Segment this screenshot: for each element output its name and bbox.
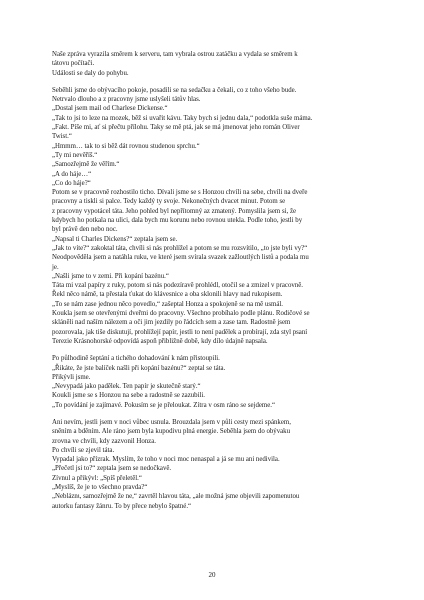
text-line: z pracovny vypotácel táta. Jeho pohled byl nepřítomný az zmatený. Pomyslila jsem si, že (52, 207, 297, 215)
text-line: „Našli jsme to v zemi. Při kopání bazénu.“ (52, 272, 169, 280)
text-line: kdybych ho potkala na ulici, dala bych mu korunu nebo rovnou utekla. Podle toho, jestli by (52, 217, 303, 225)
text-line: byl právě den nebo noc. (52, 226, 118, 234)
text-line: Koukli jsme se s Honzou na sebe a radostně se zazubili. (52, 392, 205, 400)
text-line: Neodpověděla jsem a natáhla ruku, ve které jsem svírala svazek zažloutlých listů a podala mu (52, 254, 309, 262)
text-line: Po půlhodině šeptání a tichého dohadování k nám přistoupili. (52, 355, 220, 363)
text-line: Řekl něco námě, ta přestala ťukat do klávesnice a oba sklonili hlavy nad rukopisem. (52, 291, 283, 299)
text-line: Ani nevím, jestli jsem v noci vůbec usnula. Brouzdala jsem v půli cesty mezi spánkem, (52, 418, 291, 426)
text-line: „Řikáte, že jste balíček našli při kopání bazénu?“ zeptal se táta. (52, 364, 226, 372)
paragraph (52, 50, 370, 78)
text-line: „To povídání je zajímavé. Pokusím se je přeloukat. Zítra v osm ráno se sejdeme.“ (52, 401, 276, 409)
text-line: Naše zpráva vyrazila směrem k serveru, tam vybrala ostrou zatáčku a vydala se směrem k (52, 51, 298, 58)
text-line: Twist.“ (52, 133, 72, 141)
text-line: „Ty mi nevěříš.“ (52, 151, 98, 159)
paragraph (52, 418, 370, 511)
text-line: sněním a bděním. Ale ráno jsem byla kupodivu plná energie. Seběhla jsem do obývaku (52, 428, 291, 436)
text-line: Netrvalo dlouho a z pracovny jsme uslyšeli tátův hlas. (52, 96, 201, 104)
text-line: „A do háje…“ (52, 170, 92, 178)
text-line: Přikývli jsme. (52, 373, 91, 381)
text-line: „Myslíš, že je to všechno pravda?“ (52, 484, 148, 492)
paragraph-gap (52, 410, 370, 418)
text-line: Po chvíli se zjevil táta. (52, 446, 115, 454)
text-line: Zívnul a přikývl: „Spíš přeletěl.“ (52, 474, 142, 482)
text-line: Vypadal jako přízrak. Myslím, že toho v noci moc nenaspal a já se mu ani nedivila. (52, 456, 280, 464)
text-line: Události se daly do pohybu. (52, 69, 129, 77)
paragraph (52, 86, 370, 346)
text-line: „Samozřejmě že věřím.“ (52, 161, 120, 169)
text-line: skláněli nad naším nálezem a oči jim jezdily po řádcích sem a zase tam. Radostně jsem (52, 319, 291, 327)
text-line: pracovny a tiskli si palce. Tedy každý ty svoje. Nekonečných dvacet minut. Potom se (52, 198, 286, 206)
text-line: „Tak to jsi to leze na mozek, běž si uvařit kávu. Taky bych si jednu dala,“ podotkla suše máma. (52, 114, 313, 122)
text-line: „Jak to víte?“ zakoktal táta, chvíli si nás prohlížel a potom se mu rozsvítilo, „to jste byli vy?“ (52, 244, 308, 252)
text-line: Terezie Krásnohorské odpovídá aspoň přibližně době, kdy dílo údajně napsala. (52, 337, 268, 345)
text-line: „Fakt. Píše mi, ať si přečtu přílohu. Taky se mě ptá, jak se má jmenovat jeho román Oliver (52, 124, 300, 132)
text-line: „Nebláznι, samozřejmě že ne,“ zavrtěl hlavou táta, „ale možná jsme objevili zapomenutou (52, 493, 300, 501)
text-line: Koukla jsem se otevřenými dveřmi do pracovny. Všechno probíhalo podle plánu. Rodičové se (52, 310, 310, 318)
text-line: „Co do háje?“ (52, 179, 91, 187)
text-line: Seběhli jsme do obývacího pokoje, posadili se na sedačku a čekali, co z toho všeho bude. (52, 86, 297, 94)
paragraph-gap (52, 346, 370, 354)
page-number: 20 (208, 571, 216, 579)
text-line: „Přečetl jsi to?“ zeptala jsem se nedočkavě. (52, 465, 172, 473)
paragraph-gap (52, 78, 370, 86)
text-line: Táta mi vzal papíry z ruky, potom si nás podezíravě prohlédl, otočil se a zmizel v pracovně. (52, 282, 303, 290)
text-line: autorku fantasy žánru. To by přece nebylo špatné.“ (52, 502, 192, 510)
text-line: Potom se v pracovně rozhostilo ticho. Dívali jsme se s Honzou chvíli na sebe, chvíli na dveře (52, 189, 308, 197)
text-line: tátovu počítači. (52, 60, 95, 68)
text-line: „To se nám zase jednou něco povedlo,“ zašeptal Honza a spokojeně se na mě usmál. (52, 300, 283, 308)
text-line: „Napsal ti Charles Dickens?“ zeptala jsem se. (52, 235, 178, 243)
text-line: „Nevypadá jako padělek. Ten papír je skutečně starý.“ (52, 383, 201, 391)
body-text (52, 50, 370, 511)
text-line: „Dostal jsem mail od Charlese Dickense.“ (52, 105, 168, 113)
text-line: „Hmmm… tak to si běž dát rovnou studenou sprchu.“ (52, 142, 200, 150)
text-line: zrovna ve chvíli, kdy zazvonil Honza. (52, 437, 156, 445)
text-line: pozorovala, jak tiše diskutují, prohlížejí papír, jestli to není padělek a probírají, zda styl psaní (52, 328, 308, 336)
text-line: je. (52, 263, 59, 271)
paragraph (52, 354, 370, 410)
